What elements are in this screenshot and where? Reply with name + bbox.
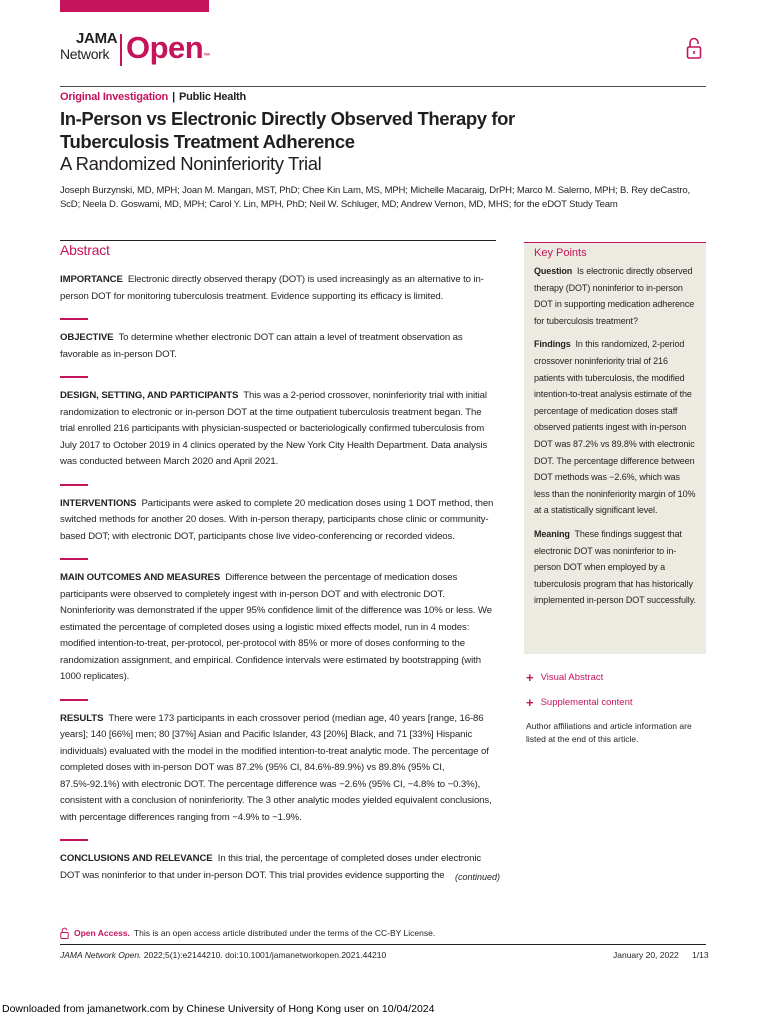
- open-access-label: Open Access.: [74, 928, 130, 938]
- abstract-rule: [60, 240, 496, 241]
- abstract-section-head: MAIN OUTCOMES AND MEASURES: [60, 572, 221, 583]
- article-type[interactable]: Original Investigation: [60, 91, 169, 103]
- key-point-label: Findings: [534, 339, 571, 350]
- key-point-text: Is electronic directly observed therapy (DOT) noninferior to in-person DOT in supporting medication adherence for tuberculosis treatment?: [534, 266, 695, 326]
- key-point-text: These findings suggest that electronic DOT was noninferior to in-person DOT when employed by a tuberculosis program that has historically implemented in-person DOT successfully.: [534, 528, 696, 606]
- key-point-findings: [534, 336, 696, 519]
- abstract-importance: [60, 272, 496, 305]
- article-category: [60, 91, 246, 103]
- abstract-outcomes: [60, 570, 496, 686]
- abstract-divider: [60, 376, 88, 378]
- logo-divider: [120, 34, 122, 66]
- abstract-section-text: There were 173 participants in each crossover period (median age, 40 years [range, 16-86 years]; 140 [66%] men; 80 [37%] Asian and Pacific Islander, 43 [20%] Black, and 71 [33%] Hispanic individuals) evaluated with the model in the modified intention-to-treat analytic mode. The percentage of completed doses with in-person DOT was 87.2% (95% CI, 84.6%-89.9%) vs 89.8% (95% CI, 87.5%-92.1%) with electronic DOT. The percentage difference was −2.6% (95% CI, −4.8% to −0.3%), consistent with a conclusion of noninferiority. The 3 other analytic modes yielded equivalent conclusions, with percentage differences ranging from −4.9% to −1.9%.: [60, 712, 492, 823]
- abstract-section-text: Electronic directly observed therapy (DOT) is used increasingly as an alternative to in-person DOT for monitoring tuberculosis treatment. Evidence supporting its efficacy is limited.: [60, 274, 484, 302]
- open-access-icon: [60, 927, 69, 939]
- key-point-question: [534, 263, 696, 329]
- journal-name: JAMA Network Open.: [60, 950, 142, 960]
- logo-open-text: Open™: [126, 30, 210, 65]
- key-point-text: In this randomized, 2-period crossover noninferiority trial of 216 patients with tuberculosis, the modified intention-to-treat analysis estimate of the percentage of medication doses staff observed patients ingest with in-person DOT was 87.2% vs 89.8% with electronic DOT. The percentage difference between DOT methods was −2.6%, which was less than the noninferiority margin of 10% at a statistically significant level.: [534, 339, 696, 516]
- key-point-label: Question: [534, 266, 573, 276]
- abstract-section-head: CONCLUSIONS AND RELEVANCE: [60, 853, 213, 864]
- abstract-divider: [60, 558, 88, 560]
- top-accent-bar: [60, 0, 209, 12]
- citation-details[interactable]: 2022;5(1):e2144210. doi:10.1001/jamanetworkopen.2021.44210: [143, 950, 387, 960]
- open-access-notice: [60, 927, 435, 939]
- abstract-section-head: DESIGN, SETTING, AND PARTICIPANTS: [60, 390, 239, 401]
- citation: [60, 950, 386, 960]
- abstract-heading: Abstract: [60, 242, 110, 258]
- side-links: [526, 669, 633, 722]
- open-lock-icon: [686, 36, 702, 60]
- abstract-divider: [60, 318, 88, 320]
- affiliations-note: Author affiliations and article information are listed at the end of this article.: [526, 721, 692, 744]
- logo-jama-text: JAMA: [76, 30, 118, 47]
- abstract-section-text: Participants were asked to complete 20 medication doses using 1 DOT method, then switched methods for another 20 doses. With in-person therapy, participants chose clinic or community-based DOT; with electronic DOT, participants chose live video-conferencing or recorded videos.: [60, 497, 494, 542]
- abstract-section-text: In this trial, the percentage of completed doses under electronic DOT was noninferior to that under in-person DOT. This trial provides evidence supporting the: [60, 853, 482, 881]
- abstract-results: [60, 711, 496, 827]
- side-link-label: Supplemental content: [540, 697, 633, 708]
- key-points-box: [524, 242, 706, 654]
- abstract-objective: [60, 330, 496, 363]
- abstract-divider: [60, 839, 88, 841]
- abstract-section-text: Difference between the percentage of medication doses participants were observed to completely ingest with in-person DOT and with electronic DOT. Noninferiority was demonstrated if the upper 95% confidence limit of the difference was 10% or less. We estimated the percentage of completed doses using a logistic mixed effects model, run in 4 modes: modified intention-to-treat, per-protocol, per-protocol with 85% or more of doses conforming to the randomization assignment, and empirical. Confidence intervals were estimated by bootstrapping (with 1000 replicates).: [60, 572, 492, 682]
- abstract-section-head: INTERVENTIONS: [60, 497, 137, 509]
- abstract-interventions: [60, 496, 496, 546]
- abstract-section-head: IMPORTANCE: [60, 274, 123, 285]
- key-point-label: Meaning: [534, 528, 570, 539]
- article-topic[interactable]: Public Health: [178, 91, 247, 103]
- publication-date: January 20, 2022: [613, 950, 679, 960]
- abstract-section-text: This was a 2-period crossover, noninferiority trial with initial randomization to electronic or in-person DOT at the time outpatient tuberculosis treatment began. The trial enrolled 216 participants with physician-suspected or bacteriologically confirmed tuberculosis from July 2017 to October 2019 in 4 clinics operated by the New York City Health Department. Data analysis was conducted between March 2020 and April 2021.: [60, 390, 488, 467]
- abstract-conclusions: [60, 851, 496, 884]
- plus-icon: +: [526, 694, 534, 710]
- abstract-section-text: To determine whether electronic DOT can attain a level of treatment observation as favorable as in-person DOT.: [60, 332, 463, 360]
- abstract-section-head: OBJECTIVE: [60, 332, 114, 343]
- footer-rule: [60, 944, 706, 945]
- abstract-divider: [60, 699, 88, 701]
- logo-network-text: Network: [60, 46, 110, 62]
- abstract-design: [60, 388, 496, 471]
- visual-abstract-link[interactable]: [526, 669, 633, 685]
- open-access-text: This is an open access article distributed under the terms of the CC-BY License.: [133, 928, 436, 938]
- abstract-divider: [60, 484, 88, 486]
- key-point-meaning: [534, 526, 696, 609]
- abstract-body: [60, 272, 496, 897]
- article-title: In-Person vs Electronic Directly Observed Therapy for Tuberculosis Treatment Adherence: [60, 108, 515, 152]
- plus-icon: +: [526, 669, 534, 685]
- page-number: 1/13: [692, 950, 709, 960]
- author-list: Joseph Burzynski, MD, MPH; Joan M. Mangan, MST, PhD; Chee Kin Lam, MS, MPH; Michelle Macaraig, DrPH; Marco M. Salerno, MPH; B. Rey deCastro, ScD; Neela D. Goswami, MD, MPH; Carol Y. Lin, MPH, PhD; Neil W. Schluger, MD; Andrew Vernon, MD, MHS; for the eDOT Study Team: [60, 185, 690, 210]
- download-watermark: Downloaded from jamanetwork.com by Chinese University of Hong Kong user on 10/04/2024: [2, 1003, 435, 1015]
- article-subtitle: A Randomized Noninferiority Trial: [60, 153, 322, 174]
- abstract-section-head: RESULTS: [60, 712, 104, 724]
- continued-marker: (continued): [455, 872, 501, 882]
- header-rule: [60, 86, 706, 87]
- supplemental-content-link[interactable]: [526, 694, 633, 710]
- category-separator: |: [172, 91, 175, 103]
- side-link-label: Visual Abstract: [540, 672, 604, 683]
- key-points-title: Key Points: [534, 247, 587, 259]
